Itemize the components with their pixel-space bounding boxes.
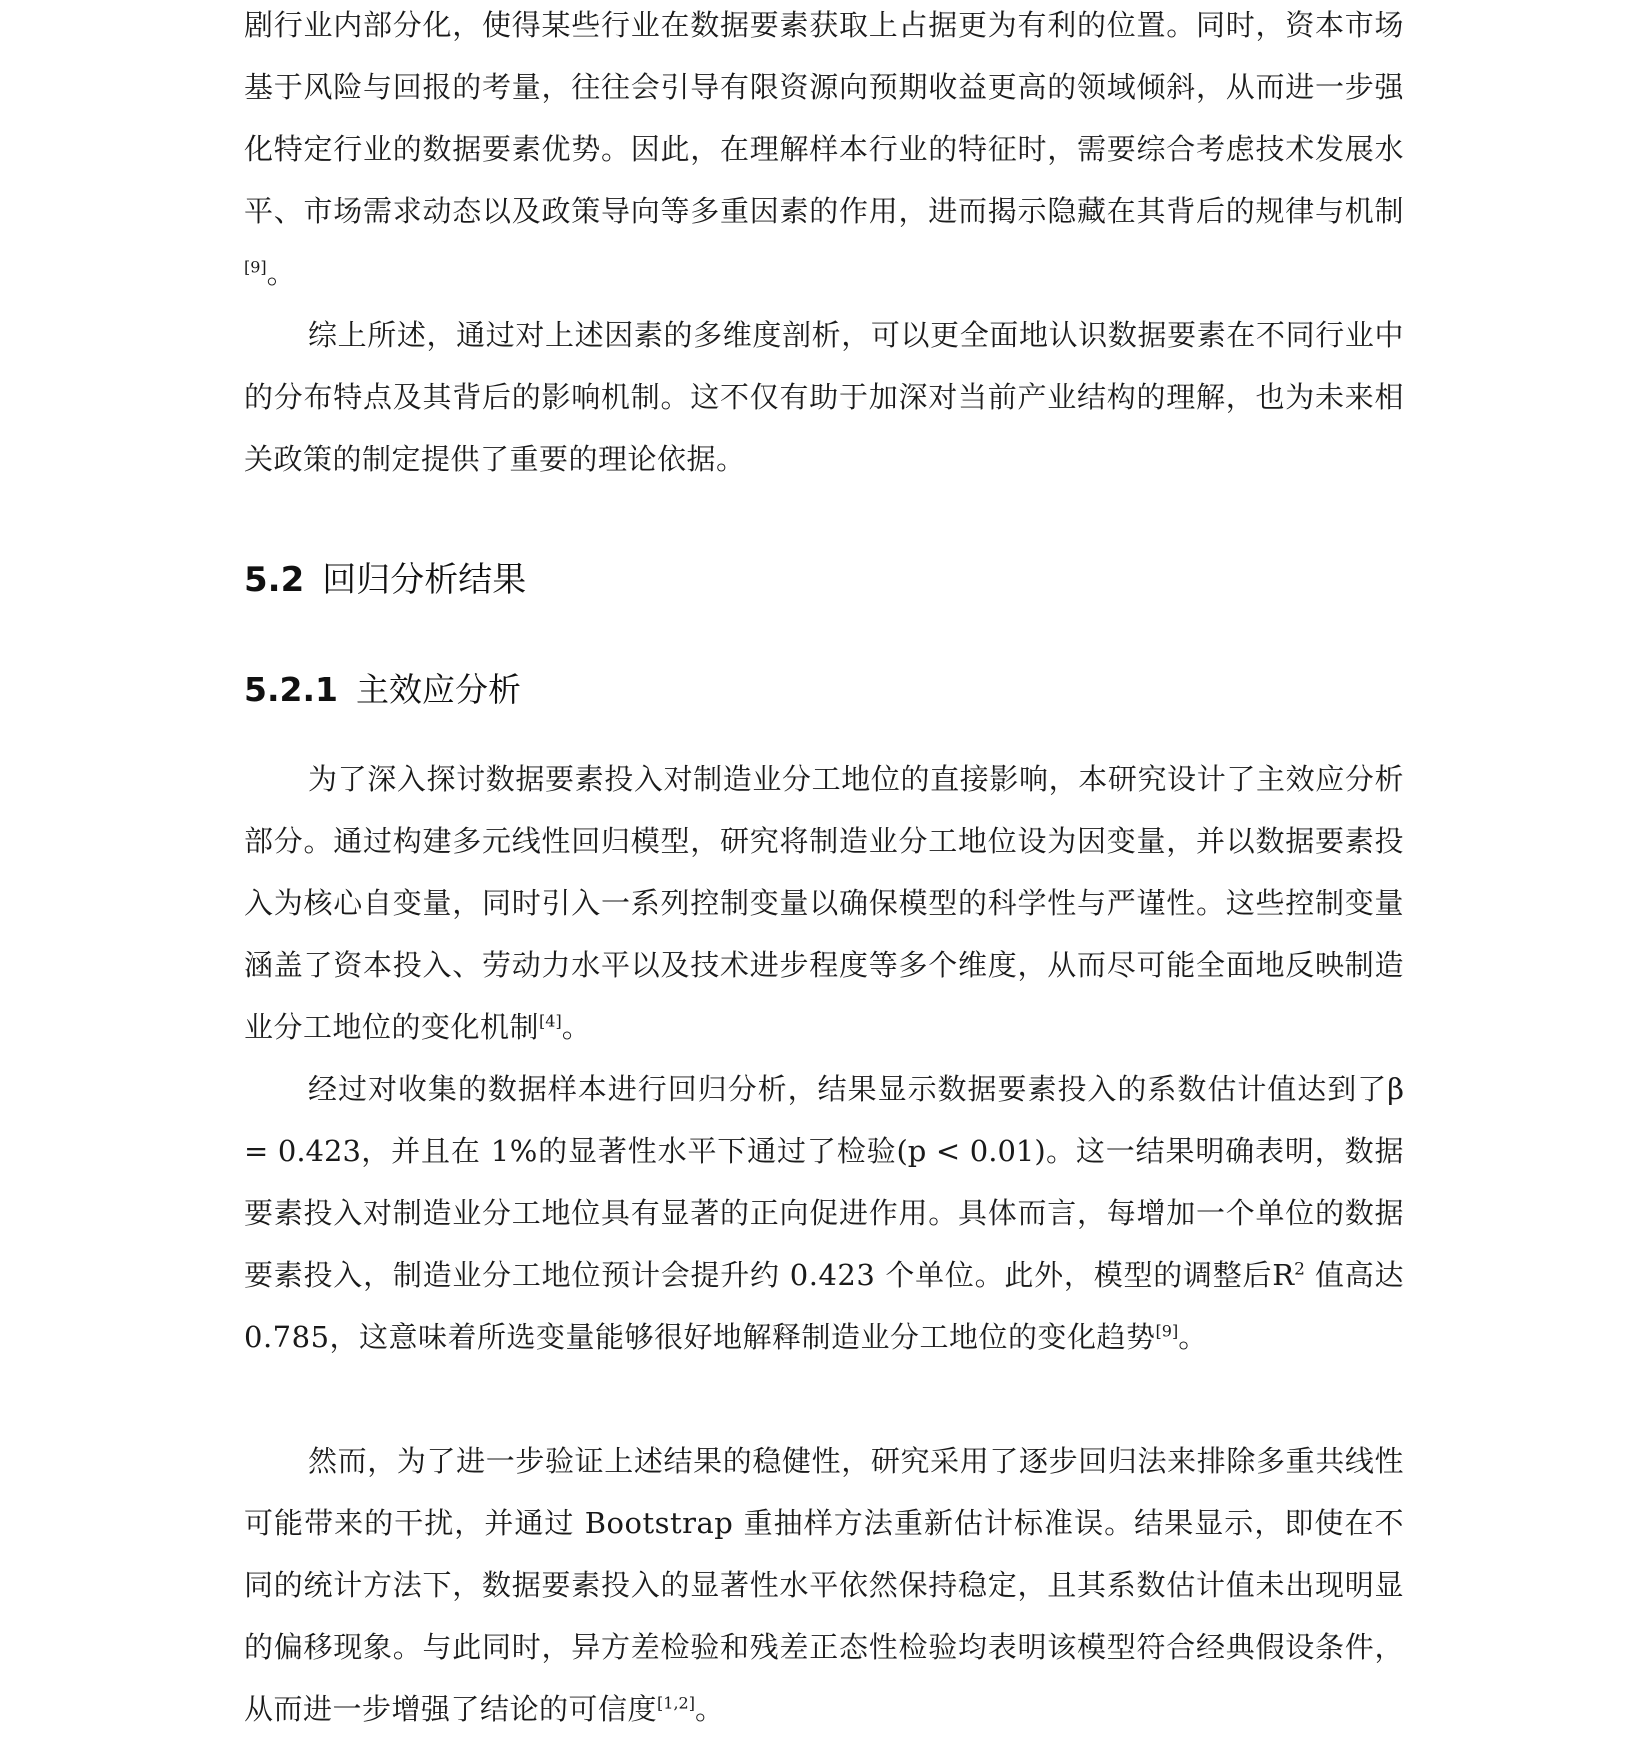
- r-squared: [1272, 1258, 1305, 1292]
- citation: [9]: [1155, 1321, 1179, 1341]
- paragraph-main-effect: [244, 748, 1404, 1058]
- paragraph-end: 。: [266, 256, 297, 290]
- paragraph-end: 。: [694, 1692, 725, 1726]
- paragraph-text: 剧行业内部分化，使得某些行业在数据要素获取上占据更为有利的位置。同时，资本市场基于风险与回报的考量，往往会引导有限资源向预期收益更高的领域倾斜，从而进一步强化特定行业的数据要素优势。因此，在理解样本行业的特征时，需要综合考虑技术发展水平、市场需求动态以及政策导向等多重因素的作用，进而揭示隐藏在其背后的规律与机制: [244, 8, 1404, 228]
- p-value: (p < 0.01): [896, 1134, 1046, 1168]
- paragraph-regression-results: [244, 1058, 1404, 1368]
- paragraph-text: 然而，为了进一步验证上述结果的稳健性，研究采用了逐步回归法来排除多重共线性可能带来的干扰，并通过 Bootstrap 重抽样方法重新估计标准误。结果显示，即使在不同的统计方法下，数据要素投入的显著性水平依然保持稳定，且其系数估计值未出现明显的偏移现象。与此同时，异方差检验和残差正态性检验均表明该模型符合经典假设条件，从而进一步增强了结论的可信度: [244, 1444, 1404, 1726]
- paragraph-text: 为了深入探讨数据要素投入对制造业分工地位的直接影响，本研究设计了主效应分析部分。通过构建多元线性回归模型，研究将制造业分工地位设为因变量，并以数据要素投入为核心自变量，同时引入一系列控制变量以确保模型的科学性与严谨性。这些控制变量涵盖了资本投入、劳动力水平以及技术进步程度等多个维度，从而尽可能全面地反映制造业分工地位的变化机制: [244, 762, 1404, 1044]
- paragraph-text: 。这一结果明确表明，数据要素投入对制造业分工地位具有显著的正向促进作用。具体而言，每增加一个单位的数据要素投入，制造业分工地位预计会提升约 0.423 个单位。此外，模型的调整后: [244, 1134, 1404, 1292]
- beta-coefficient: β = 0.423: [244, 1072, 1404, 1168]
- section-title: 主效应分析: [355, 670, 521, 709]
- paragraph-end: 。: [1178, 1320, 1208, 1354]
- section-heading-5-2: [244, 558, 526, 602]
- paragraph-text: 综上所述，通过对上述因素的多维度剖析，可以更全面地认识数据要素在不同行业中的分布特点及其背后的影响机制。这不仅有助于加深对当前产业结构的理解，也为未来相关政策的制定提供了重要的理论依据。: [244, 318, 1404, 476]
- paragraph-intro-continuation: [244, 0, 1404, 304]
- paragraph-robustness: [244, 1430, 1404, 1740]
- paragraph-summary: [244, 304, 1404, 490]
- section-heading-5-2-1: [244, 668, 521, 712]
- section-number: 5.2: [244, 560, 305, 600]
- paragraph-text: ，并且在 1%的显著性水平下通过了检验: [360, 1134, 897, 1168]
- r-exponent: 2: [1294, 1259, 1305, 1280]
- citation: [1,2]: [657, 1693, 695, 1713]
- citation: [9]: [244, 257, 267, 277]
- section-number: 5.2.1: [244, 670, 338, 709]
- paragraph-text: 值高达 0.785，这意味着所选变量能够很好地解释制造业分工地位的变化趋势: [244, 1258, 1404, 1354]
- paragraph-end: 。: [561, 1010, 592, 1044]
- paragraph-text: 经过对收集的数据样本进行回归分析，结果显示数据要素投入的系数估计值达到了: [308, 1072, 1388, 1106]
- citation: [4]: [539, 1011, 562, 1031]
- r-symbol: R: [1272, 1258, 1295, 1292]
- section-title: 回归分析结果: [322, 560, 527, 600]
